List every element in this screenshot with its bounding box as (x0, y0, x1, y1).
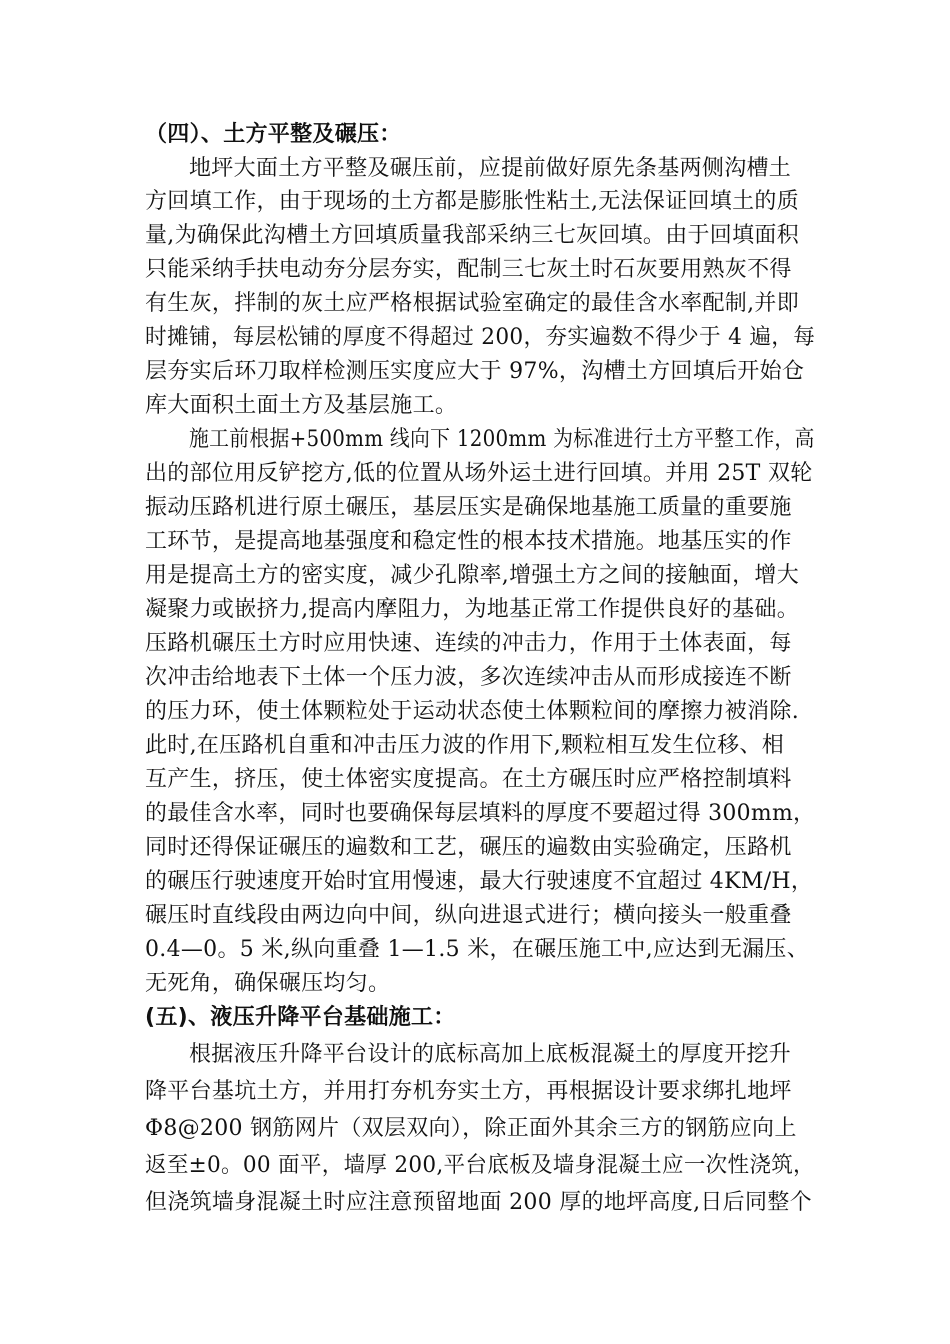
paragraph-line: 互产生，挤压，使土体密实度提高。在土方碾压时应严格控制填料 (145, 767, 792, 792)
section-heading-5: (五)、液压升降平台基础施工： (145, 1005, 456, 1030)
paragraph-line: 时摊铺，每层松铺的厚度不得超过 200，夯实遍数不得少于 4 遍，每 (145, 325, 816, 350)
paragraph-line: 凝聚力或嵌挤力,提高内摩阻力，为地基正常工作提供良好的基础。 (145, 597, 799, 622)
paragraph-line: 只能采纳手扶电动夯分层夯实，配制三七灰土时石灰要用熟灰不得 (145, 257, 792, 282)
paragraph-line: 有生灰，拌制的灰土应严格根据试验室确定的最佳含水率配制,并即 (145, 291, 799, 316)
paragraph-line: 的碾压行驶速度开始时宜用慢速，最大行驶速度不宜超过 4KM/H， (145, 869, 814, 894)
paragraph-line: 施工前根据+500mm 线向下 1200mm 为标准进行土方平整工作，高 (189, 427, 815, 452)
paragraph-line: 出的部位用反铲挖方,低的位置从场外运土进行回填。并用 25T 双轮 (145, 461, 813, 486)
paragraph-line: 无死角，确保碾压均匀。 (145, 971, 391, 996)
paragraph-line: 地坪大面土方平整及碾压前，应提前做好原先条基两侧沟槽土 (189, 156, 792, 181)
section-heading-4: （四）、土方平整及碾压： (145, 122, 402, 147)
paragraph-line: Φ8@200 钢筋网片（双层双向），除正面外其余三方的钢筋应向上 (145, 1116, 797, 1141)
paragraph-line: 的最佳含水率，同时也要确保每层填料的厚度不要超过得 300mm， (145, 801, 816, 826)
paragraph-line: 此时,在压路机自重和冲击压力波的作用下,颗粒相互发生位移、相 (145, 733, 784, 758)
paragraph-line: 次冲击给地表下土体一个压力波，多次连续冲击从而形成接连不断 (145, 665, 792, 690)
paragraph-line: 量,为确保此沟槽土方回填质量我部采纳三七灰回填。由于回填面积 (145, 223, 799, 248)
paragraph-line: 碾压时直线段由两边向中间，纵向进退式进行；横向接头一般重叠 (145, 903, 792, 928)
paragraph-line: 库大面积土面土方及基层施工。 (145, 393, 458, 418)
paragraph-line: 根据液压升降平台设计的底标高加上底板混凝土的厚度开挖升 (189, 1042, 792, 1067)
paragraph-line: 工环节，是提高地基强度和稳定性的根本技术措施。地基压实的作 (145, 529, 792, 554)
paragraph-line: 但浇筑墙身混凝土时应注意预留地面 200 厚的地坪高度,日后同整个 (145, 1190, 812, 1215)
paragraph-line: 压路机碾压土方时应用快速、连续的冲击力，作用于土体表面，每 (145, 631, 792, 656)
paragraph-line: 0.4—0。5 米,纵向重叠 1—1.5 米，在碾压施工中,应达到无漏压、 (145, 937, 810, 962)
paragraph-line: 用是提高土方的密实度，减少孔隙率,增强土方之间的接触面，增大 (145, 563, 799, 588)
paragraph-line: 同时还得保证碾压的遍数和工艺，碾压的遍数由实验确定，压路机 (145, 835, 792, 860)
paragraph-line: 层夯实后环刀取样检测压实度应大于 97%，沟槽土方回填后开始仓 (145, 359, 805, 384)
paragraph-line: 的压力环，使土体颗粒处于运动状态使土体颗粒间的摩擦力被消除. (145, 699, 799, 724)
paragraph-line: 方回填工作，由于现场的土方都是膨胀性粘土,无法保证回填土的质 (145, 189, 799, 214)
paragraph-line: 降平台基坑土方，并用打夯机夯实土方，再根据设计要求绑扎地坪 (145, 1079, 792, 1104)
paragraph-line: 振动压路机进行原土碾压，基层压实是确保地基施工质量的重要施 (145, 495, 792, 520)
paragraph-line: 返至±0。00 面平，墙厚 200,平台底板及墙身混凝土应一次性浇筑， (145, 1153, 815, 1178)
